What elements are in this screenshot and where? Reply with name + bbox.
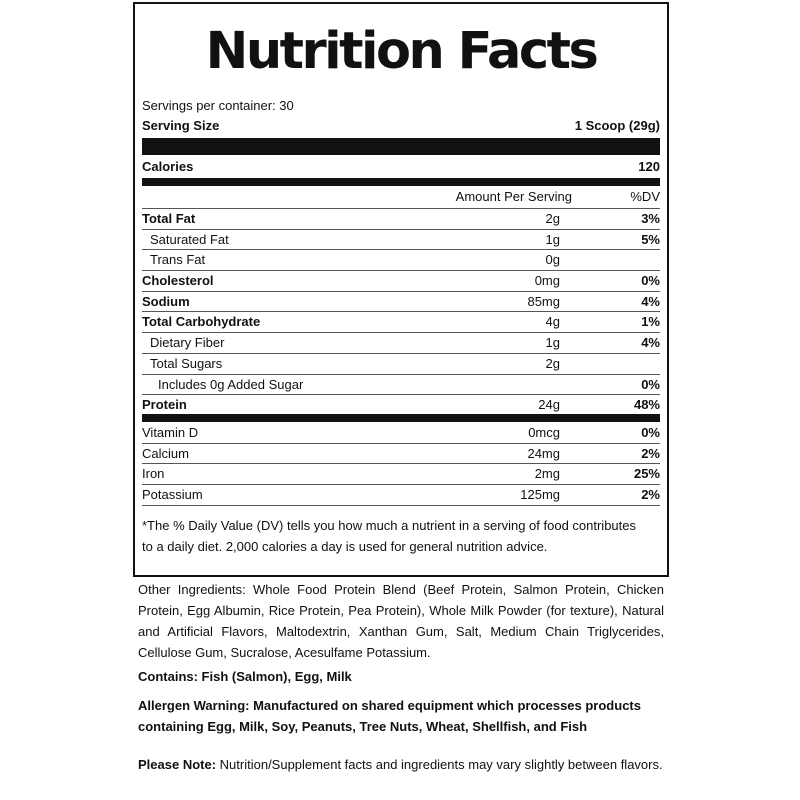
vitamin-dv: 2% [641, 487, 660, 503]
nutrient-dv: 4% [641, 335, 660, 351]
nutrition-facts-panel [133, 2, 669, 577]
thick-divider-top [142, 138, 660, 155]
nutrient-row [142, 332, 660, 353]
nutrient-row [142, 394, 660, 415]
nutrient-amount: 0g [545, 252, 560, 268]
serving-size-label: Serving Size [142, 118, 220, 133]
nutrient-amount: 0mg [534, 273, 560, 289]
vitamin-row [142, 423, 660, 444]
column-header [142, 189, 660, 207]
nutrient-row [142, 249, 660, 270]
dv-footnote: *The % Daily Value (DV) tells you how much a nutrient in a serving of food contributes to a daily diet. 2,000 calories a day is used for general nutrition advice. [142, 518, 636, 554]
serving-size-value: 1 Scoop (29g) [574, 118, 660, 133]
thick-divider-calories [142, 178, 660, 186]
please-note-text: Nutrition/Supplement facts and ingredients may vary slightly between flavors. [216, 757, 663, 772]
nutrient-dv: 48% [633, 397, 660, 413]
nutrient-dv: 4% [641, 293, 660, 309]
nutrient-dv: 5% [641, 231, 660, 247]
nutrient-name: Saturated Fat [150, 231, 229, 247]
vitamin-row [142, 444, 660, 465]
dv-header: %DV [630, 189, 660, 204]
calories-label: Calories [142, 159, 194, 174]
nutrient-row [142, 291, 660, 312]
nutrient-name: Total Fat [142, 211, 196, 226]
vitamin-dv: 2% [641, 445, 660, 461]
nutrient-dv: 1% [641, 314, 660, 330]
nutrient-row [142, 374, 660, 395]
nutrient-name: Dietary Fiber [150, 335, 225, 351]
nutrition-facts-title: Nutrition Facts [205, 22, 597, 81]
nutrient-amount: 2g [545, 211, 560, 226]
vitamin-name: Calcium [142, 445, 189, 461]
serving-size-row [142, 118, 660, 138]
calories-row [142, 159, 660, 179]
nutrient-row [142, 311, 660, 332]
thick-divider-protein [142, 414, 660, 422]
vitamin-amount: 0mcg [528, 425, 560, 440]
vitamin-amount: 24mg [527, 445, 560, 461]
nutrient-amount: 85mg [527, 293, 560, 309]
vitamin-dv: 25% [633, 466, 660, 482]
nutrient-dv: 0% [641, 376, 660, 392]
nutrient-amount: 1g [545, 231, 560, 247]
contains-statement: Contains: Fish (Salmon), Egg, Milk [138, 669, 352, 684]
nutrient-row [142, 229, 660, 250]
please-note [138, 754, 664, 775]
vitamin-amount: 2mg [534, 466, 560, 482]
vitamin-row [142, 464, 660, 485]
vitamin-amount: 125mg [520, 487, 560, 503]
vitamin-dv: 0% [641, 425, 660, 440]
vitamin-name: Iron [142, 466, 165, 482]
nutrient-amount: 24g [538, 397, 560, 413]
vitamin-list [142, 423, 660, 506]
nutrient-name: Trans Fat [150, 252, 206, 268]
other-ingredients: Other Ingredients: Whole Food Protein Blend (Beef Protein, Salmon Protein, Chicken Protein, Egg Albumin, Rice Protein, Pea Protein), Whole Milk Powder (for texture), Natural and Artificial Flavors, Maltodextrin, Xanthan Gum, Salt, Medium Chain Triglycerides, Cellulose Gum, Sucralose, Acesulfame Potassium. [138, 582, 664, 660]
nutrient-dv: 3% [641, 211, 660, 226]
nutrient-list [142, 208, 660, 415]
nutrient-name: Includes 0g Added Sugar [158, 376, 304, 392]
please-note-label: Please Note: [138, 757, 217, 772]
vitamin-row [142, 485, 660, 506]
nutrient-dv: 0% [641, 273, 660, 289]
nutrient-name: Protein [142, 397, 187, 413]
nutrient-row [142, 353, 660, 374]
nutrient-row [142, 270, 660, 291]
nutrient-name: Total Carbohydrate [142, 314, 261, 330]
nutrient-amount: 2g [545, 355, 560, 371]
nutrient-amount: 1g [545, 335, 560, 351]
nutrient-name: Sodium [142, 293, 190, 309]
nutrient-row [142, 208, 660, 229]
nutrient-name: Cholesterol [142, 273, 214, 289]
allergen-warning: Allergen Warning: Manufactured on shared equipment which processes products containing Egg, Milk, Soy, Peanuts, Tree Nuts, Wheat, Shellfish, and Fish [138, 698, 641, 734]
vitamin-name: Vitamin D [142, 425, 199, 440]
nutrient-name: Total Sugars [150, 355, 223, 371]
amount-per-serving-header: Amount Per Serving [455, 189, 572, 204]
servings-per-container: Servings per container: 30 [142, 98, 294, 113]
vitamin-name: Potassium [142, 487, 203, 503]
calories-value: 120 [638, 159, 660, 174]
nutrient-amount: 4g [545, 314, 560, 330]
